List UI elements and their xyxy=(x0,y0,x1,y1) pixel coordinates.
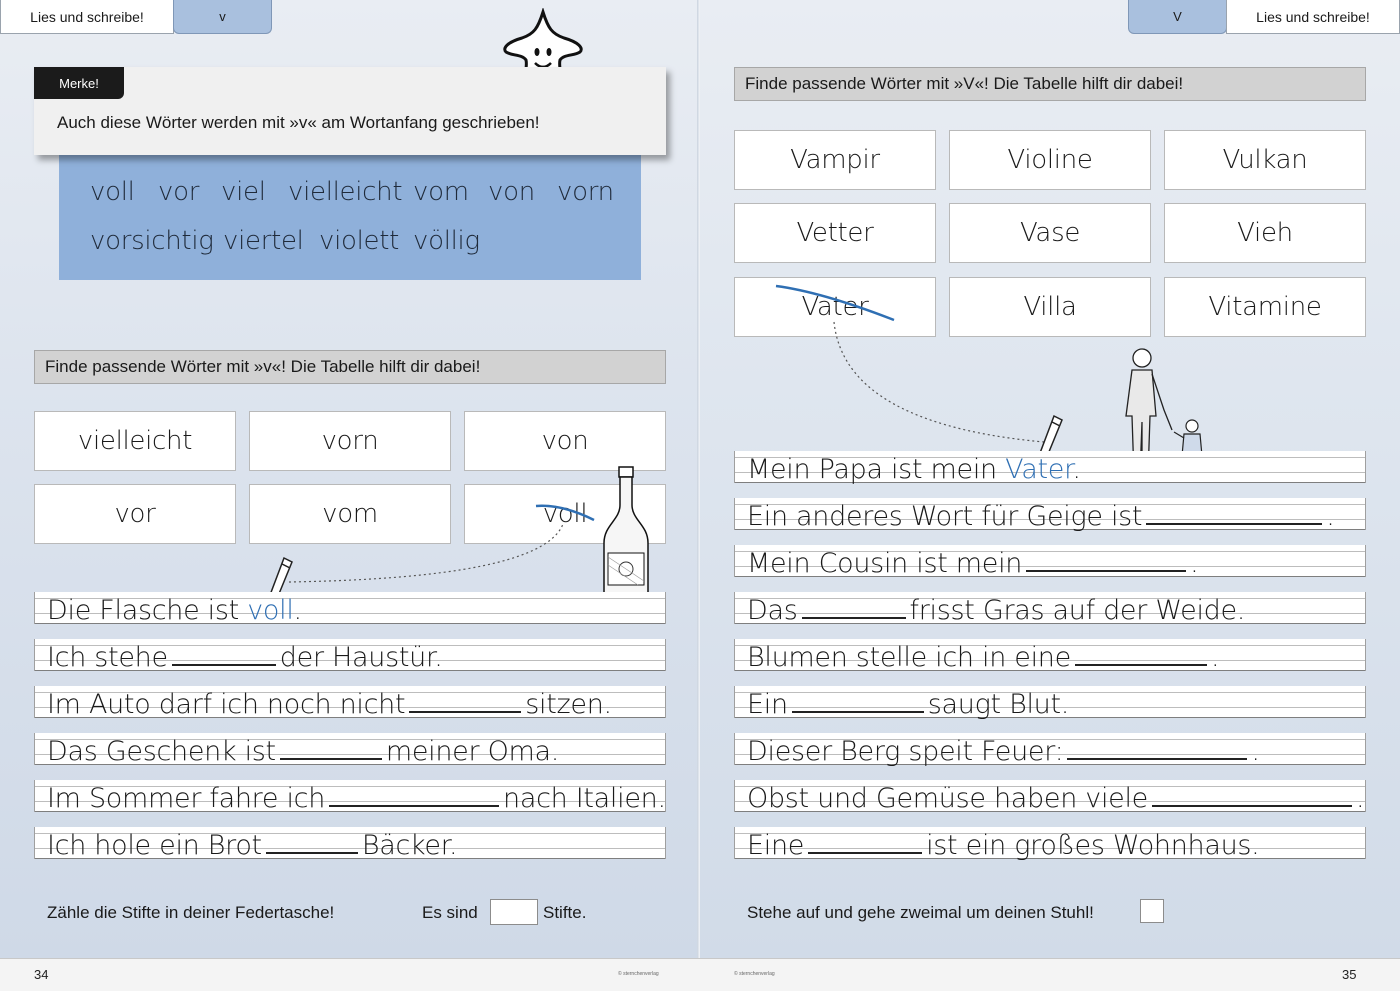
merke-text: Auch diese Wörter werden mit »v« am Wortanfang geschrieben! xyxy=(57,113,540,132)
sentence-end: saugt Blut. xyxy=(927,689,1070,720)
sentence-answer: voll xyxy=(247,595,294,626)
v-word-box xyxy=(59,155,641,280)
answer-blank[interactable] xyxy=(1026,560,1186,572)
answer-blank[interactable] xyxy=(329,795,499,807)
sentence-end: ist ein großes Wohnhaus. xyxy=(926,830,1260,861)
merke-box xyxy=(34,67,666,155)
publisher-note: © sternchenverlag xyxy=(734,971,775,977)
sentence-line xyxy=(34,592,666,624)
page-number: 35 xyxy=(1342,967,1357,982)
word-card-crossed: Vater xyxy=(734,277,936,337)
sentence-line xyxy=(734,498,1366,530)
sentence-end: frisst Gras auf der Weide. xyxy=(909,595,1246,626)
word-card-crossed: voll xyxy=(464,484,666,544)
es-sind-label: Es sind xyxy=(422,903,478,922)
sentence-end: . xyxy=(1251,736,1260,767)
right-header-letter-tab: V xyxy=(1128,0,1227,34)
word-card: Vulkan xyxy=(1164,130,1366,190)
sentence-end: . xyxy=(1190,548,1199,579)
dotted-guide-line xyxy=(830,318,1050,448)
word-card: Vieh xyxy=(1164,203,1366,263)
left-footer xyxy=(0,958,700,991)
word-box-word: voll xyxy=(90,177,135,207)
sentence-line xyxy=(734,545,1366,577)
sentence-line xyxy=(734,686,1366,718)
dotted-guide-line xyxy=(285,520,575,590)
word-box-word: vom xyxy=(413,177,469,207)
page-number: 34 xyxy=(34,967,49,982)
done-checkbox[interactable] xyxy=(1140,899,1164,923)
sentence-end: . xyxy=(1356,783,1365,814)
sentence-line xyxy=(734,639,1366,671)
sentence-start: Mein Cousin ist mein xyxy=(747,548,1023,579)
sentence-line xyxy=(34,639,666,671)
left-page xyxy=(0,0,700,958)
sentence-start: Im Sommer fahre ich xyxy=(47,783,326,814)
sentence-end: . xyxy=(1326,501,1335,532)
word-box-word: vielleicht xyxy=(288,177,403,207)
sentence-end: nach Italien. xyxy=(503,783,666,814)
word-card: Villa xyxy=(949,277,1151,337)
word-box-word: vorn xyxy=(557,177,614,207)
sentence-start: Ein anderes Wort für Geige ist xyxy=(747,501,1143,532)
answer-blank[interactable] xyxy=(1152,795,1352,807)
answer-blank[interactable] xyxy=(792,701,924,713)
sentence-line xyxy=(734,827,1366,859)
answer-blank[interactable] xyxy=(409,701,521,713)
right-header-title: Lies und schreibe! xyxy=(1226,0,1400,34)
answer-blank[interactable] xyxy=(1075,654,1207,666)
right-page xyxy=(700,0,1400,958)
sentence-line xyxy=(34,686,666,718)
sentence-start: Dieser Berg speit Feuer: xyxy=(747,736,1064,767)
word-card: vorn xyxy=(249,411,451,471)
answer-blank[interactable] xyxy=(1067,748,1247,760)
word-box-word: viertel xyxy=(223,226,304,256)
sentence-start: Ein xyxy=(747,689,788,720)
left-header-title: Lies und schreibe! xyxy=(0,0,174,34)
word-box-word: viel xyxy=(221,177,266,207)
sentence-line xyxy=(34,780,666,812)
answer-blank[interactable] xyxy=(808,842,922,854)
sentence-start: Das Geschenk ist xyxy=(47,736,276,767)
sentence-start: Die Flasche ist xyxy=(47,595,239,626)
word-card: Violine xyxy=(949,130,1151,190)
sentence-start: Eine xyxy=(747,830,805,861)
word-card: Vase xyxy=(949,203,1151,263)
sentence-start: Im Auto darf ich noch nicht xyxy=(47,689,406,720)
left-bottom-task: Zähle die Stifte in deiner Federtasche! xyxy=(47,903,335,922)
word-card: vielleicht xyxy=(34,411,236,471)
left-instruction-bar: Finde passende Wörter mit »v«! Die Tabelle hilft dir dabei! xyxy=(34,350,666,384)
right-bottom-task: Stehe auf und gehe zweimal um deinen Stuhl! xyxy=(747,903,1094,922)
sentence-end: der Haustür. xyxy=(279,642,443,673)
word-card: Vitamine xyxy=(1164,277,1366,337)
sentence-start: Ich hole ein Brot xyxy=(47,830,262,861)
word-card: Vampir xyxy=(734,130,936,190)
left-header-letter-tab: v xyxy=(173,0,272,34)
sentence-line xyxy=(734,733,1366,765)
right-footer xyxy=(700,958,1400,991)
answer-blank[interactable] xyxy=(266,842,358,854)
sentence-end: . xyxy=(1210,642,1220,673)
publisher-note: © sternchenverlag xyxy=(618,971,659,977)
sentence-start: Mein Papa ist mein xyxy=(747,454,997,485)
count-input-box[interactable] xyxy=(490,899,538,925)
sentence-end: . xyxy=(293,595,302,626)
sentence-start: Obst und Gemüse haben viele xyxy=(747,783,1148,814)
sentence-answer: Vater xyxy=(1005,454,1073,485)
sentence-end: sitzen. xyxy=(525,689,612,720)
word-box-word: vorsichtig xyxy=(90,226,214,256)
answer-blank[interactable] xyxy=(280,748,382,760)
sentence-end: Bäcker. xyxy=(361,830,458,861)
sentence-start: Ich stehe xyxy=(47,642,168,673)
sentence-line xyxy=(34,733,666,765)
sentence-line xyxy=(34,827,666,859)
sentence-start: Das xyxy=(747,595,798,626)
sentence-end: meiner Oma. xyxy=(385,736,560,767)
right-instruction-bar: Finde passende Wörter mit »V«! Die Tabelle hilft dir dabei! xyxy=(734,67,1366,101)
sentence-line xyxy=(734,451,1366,483)
sentence-line xyxy=(734,592,1366,624)
sentence-line xyxy=(734,780,1366,812)
answer-blank[interactable] xyxy=(172,654,276,666)
sentence-end: . xyxy=(1072,454,1081,485)
word-box-word: violett xyxy=(319,226,400,256)
word-card: Vetter xyxy=(734,203,936,263)
word-box-word: vor xyxy=(158,177,200,207)
word-card: vor xyxy=(34,484,236,544)
word-card: von xyxy=(464,411,666,471)
word-card: vom xyxy=(249,484,451,544)
merke-badge: Merke! xyxy=(34,67,124,99)
word-box-word: völlig xyxy=(413,226,480,256)
sentence-start: Blumen stelle ich in eine xyxy=(747,642,1071,673)
answer-blank[interactable] xyxy=(802,607,906,619)
word-box-word: von xyxy=(488,177,535,207)
answer-blank[interactable] xyxy=(1146,513,1322,525)
stifte-label: Stifte. xyxy=(543,903,587,922)
